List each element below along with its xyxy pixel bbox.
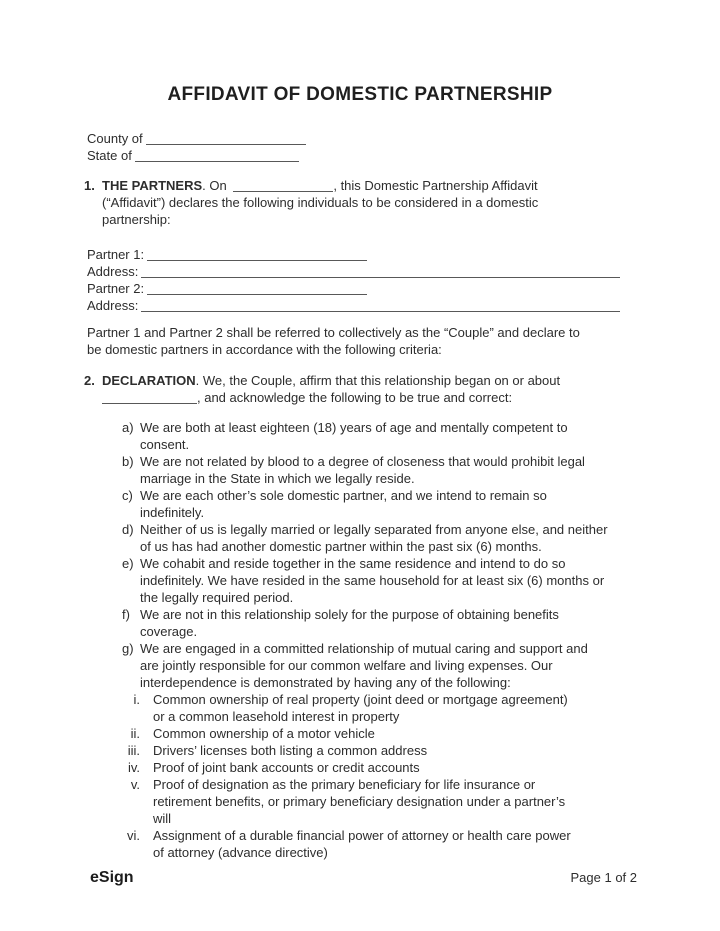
declaration-item-b xyxy=(122,453,637,487)
text-line: We are not related by blood to a degree of closeness that would prohibit legal xyxy=(140,454,585,469)
section-number: 2. xyxy=(84,373,95,388)
couple-clause-paragraph xyxy=(84,324,637,358)
item-text xyxy=(153,776,565,827)
section-heading: DECLARATION xyxy=(102,373,196,388)
text-line: We are each other’s sole domestic partner, and we intend to remain so xyxy=(140,488,547,503)
section-the-partners xyxy=(84,177,637,228)
section-number: 1. xyxy=(84,178,95,193)
address-2-blank-line xyxy=(141,300,620,312)
document-body xyxy=(0,130,720,861)
item-text xyxy=(153,827,571,861)
item-text xyxy=(153,759,420,776)
date-blank-line xyxy=(233,180,333,192)
text-line: We cohabit and reside together in the same residence and intend to do so xyxy=(140,556,566,571)
partner-2-label: Partner 2: xyxy=(87,281,145,296)
partner-1-label: Partner 1: xyxy=(87,247,145,262)
address-2-label: Address: xyxy=(87,298,139,313)
item-text xyxy=(153,691,568,725)
section-heading: THE PARTNERS xyxy=(102,178,203,193)
partner-2-blank-line xyxy=(147,283,367,295)
section-line2-rest: , and acknowledge the following to be true and correct: xyxy=(197,390,513,405)
address-2-field xyxy=(87,297,637,314)
address-1-blank-line xyxy=(141,266,620,278)
page-footer xyxy=(84,869,637,886)
county-blank-line xyxy=(146,133,306,145)
item-text xyxy=(140,419,568,453)
text-line: the legally required period. xyxy=(140,590,294,605)
item-marker: g) xyxy=(122,641,134,656)
text-line: Assignment of a durable financial power of attorney or health care power xyxy=(153,828,571,843)
text-line: Neither of us is legally married or legally separated from anyone else, and neither xyxy=(140,522,608,537)
item-marker: vi. xyxy=(127,828,140,843)
item-marker: d) xyxy=(122,522,134,537)
section-declaration xyxy=(84,372,637,406)
section-line1-rest: . We, the Couple, affirm that this relationship began on or about xyxy=(195,373,561,388)
jurisdiction-block xyxy=(84,130,637,164)
text-line: Drivers’ licenses both listing a common address xyxy=(153,743,428,758)
text-line: be domestic partners in accordance with the following criteria: xyxy=(87,342,442,357)
interdependence-item-iv xyxy=(122,759,637,776)
declaration-item-a xyxy=(122,419,637,453)
text-line: partnership: xyxy=(102,212,171,227)
page-title: AFFIDAVIT OF DOMESTIC PARTNERSHIP xyxy=(167,84,553,105)
interdependence-item-ii xyxy=(122,725,637,742)
item-marker: a) xyxy=(122,420,134,435)
text-line: Common ownership of real property (joint deed or mortgage agreement) xyxy=(153,692,568,707)
declaration-item-c xyxy=(122,487,637,521)
text-line: We are both at least eighteen (18) years of age and mentally competent to xyxy=(140,420,568,435)
text-line: will xyxy=(153,811,172,826)
partner-1-blank-line xyxy=(147,249,367,261)
item-marker: iv. xyxy=(127,760,140,775)
address-1-field xyxy=(87,263,637,280)
text-line xyxy=(102,389,560,406)
item-marker: v. xyxy=(130,777,140,792)
text-line: Proof of designation as the primary beneficiary for life insurance or xyxy=(153,777,536,792)
interdependence-item-v xyxy=(122,776,637,827)
partner-1-field xyxy=(87,246,637,263)
item-marker: i. xyxy=(133,692,140,707)
item-text xyxy=(140,555,604,606)
declaration-item-e xyxy=(122,555,637,606)
text-line: Common ownership of a motor vehicle xyxy=(153,726,375,741)
item-marker: f) xyxy=(122,607,130,622)
text-line xyxy=(102,177,538,194)
text-line: Partner 1 and Partner 2 shall be referred to collectively as the “Couple” and declare to xyxy=(87,325,580,340)
declaration-item-d xyxy=(122,521,637,555)
state-blank-line xyxy=(135,150,299,162)
item-marker: iii. xyxy=(127,743,140,758)
text-line: marriage in the State in which we legally reside. xyxy=(140,471,415,486)
text-line: We are not in this relationship solely for the purpose of obtaining benefits xyxy=(140,607,559,622)
text-line: or a common leasehold interest in property xyxy=(153,709,400,724)
partner-2-field xyxy=(87,280,637,297)
text-line: retirement benefits, or primary beneficiary designation under a partner’s xyxy=(153,794,566,809)
date-blank-line xyxy=(102,392,197,404)
county-label: County of xyxy=(87,131,143,146)
declaration-item-g xyxy=(122,640,637,691)
item-text xyxy=(140,521,608,555)
address-1-label: Address: xyxy=(87,264,139,279)
item-marker: e) xyxy=(122,556,134,571)
item-text xyxy=(140,640,588,691)
text-line: of us has had another domestic partner within the past six (6) months. xyxy=(140,539,542,554)
declaration-item-f xyxy=(122,606,637,640)
item-text xyxy=(153,725,375,742)
text-line: consent. xyxy=(140,437,190,452)
item-marker: b) xyxy=(122,454,134,469)
state-label: State of xyxy=(87,148,132,163)
text-line: (“Affidavit”) declares the following individuals to be considered in a domestic xyxy=(102,195,539,210)
section-lead-in: . On xyxy=(202,178,231,193)
item-marker: ii. xyxy=(130,726,140,741)
item-text xyxy=(140,487,547,521)
esign-logo: eSign xyxy=(90,869,134,886)
section-text xyxy=(102,177,538,228)
text-line: indefinitely. We have resided in the same household for at least six (6) months or xyxy=(140,573,605,588)
section-text xyxy=(102,372,560,406)
interdependence-item-vi xyxy=(122,827,637,861)
text-line: We are engaged in a committed relationship of mutual caring and support and xyxy=(140,641,588,656)
text-line: coverage. xyxy=(140,624,198,639)
text-line: indefinitely. xyxy=(140,505,205,520)
state-field xyxy=(87,147,637,164)
text-line: of attorney (advance directive) xyxy=(153,845,328,860)
page-number: Page 1 of 2 xyxy=(570,870,637,885)
declaration-list xyxy=(84,419,637,861)
section-wrapped-lines xyxy=(102,194,538,228)
item-text xyxy=(140,606,559,640)
text-line: Proof of joint bank accounts or credit accounts xyxy=(153,760,420,775)
interdependence-item-i xyxy=(122,691,637,725)
item-text xyxy=(153,742,427,759)
section-line1-rest: , this Domestic Partnership Affidavit xyxy=(333,178,538,193)
county-field xyxy=(87,130,637,147)
text-line xyxy=(102,372,560,389)
partners-block xyxy=(84,246,637,314)
text-line: are jointly responsible for our common welfare and living expenses. Our xyxy=(140,658,553,673)
item-text xyxy=(140,453,585,487)
interdependence-item-iii xyxy=(122,742,637,759)
text-line: interdependence is demonstrated by having any of the following: xyxy=(140,675,511,690)
item-marker: c) xyxy=(122,488,133,503)
